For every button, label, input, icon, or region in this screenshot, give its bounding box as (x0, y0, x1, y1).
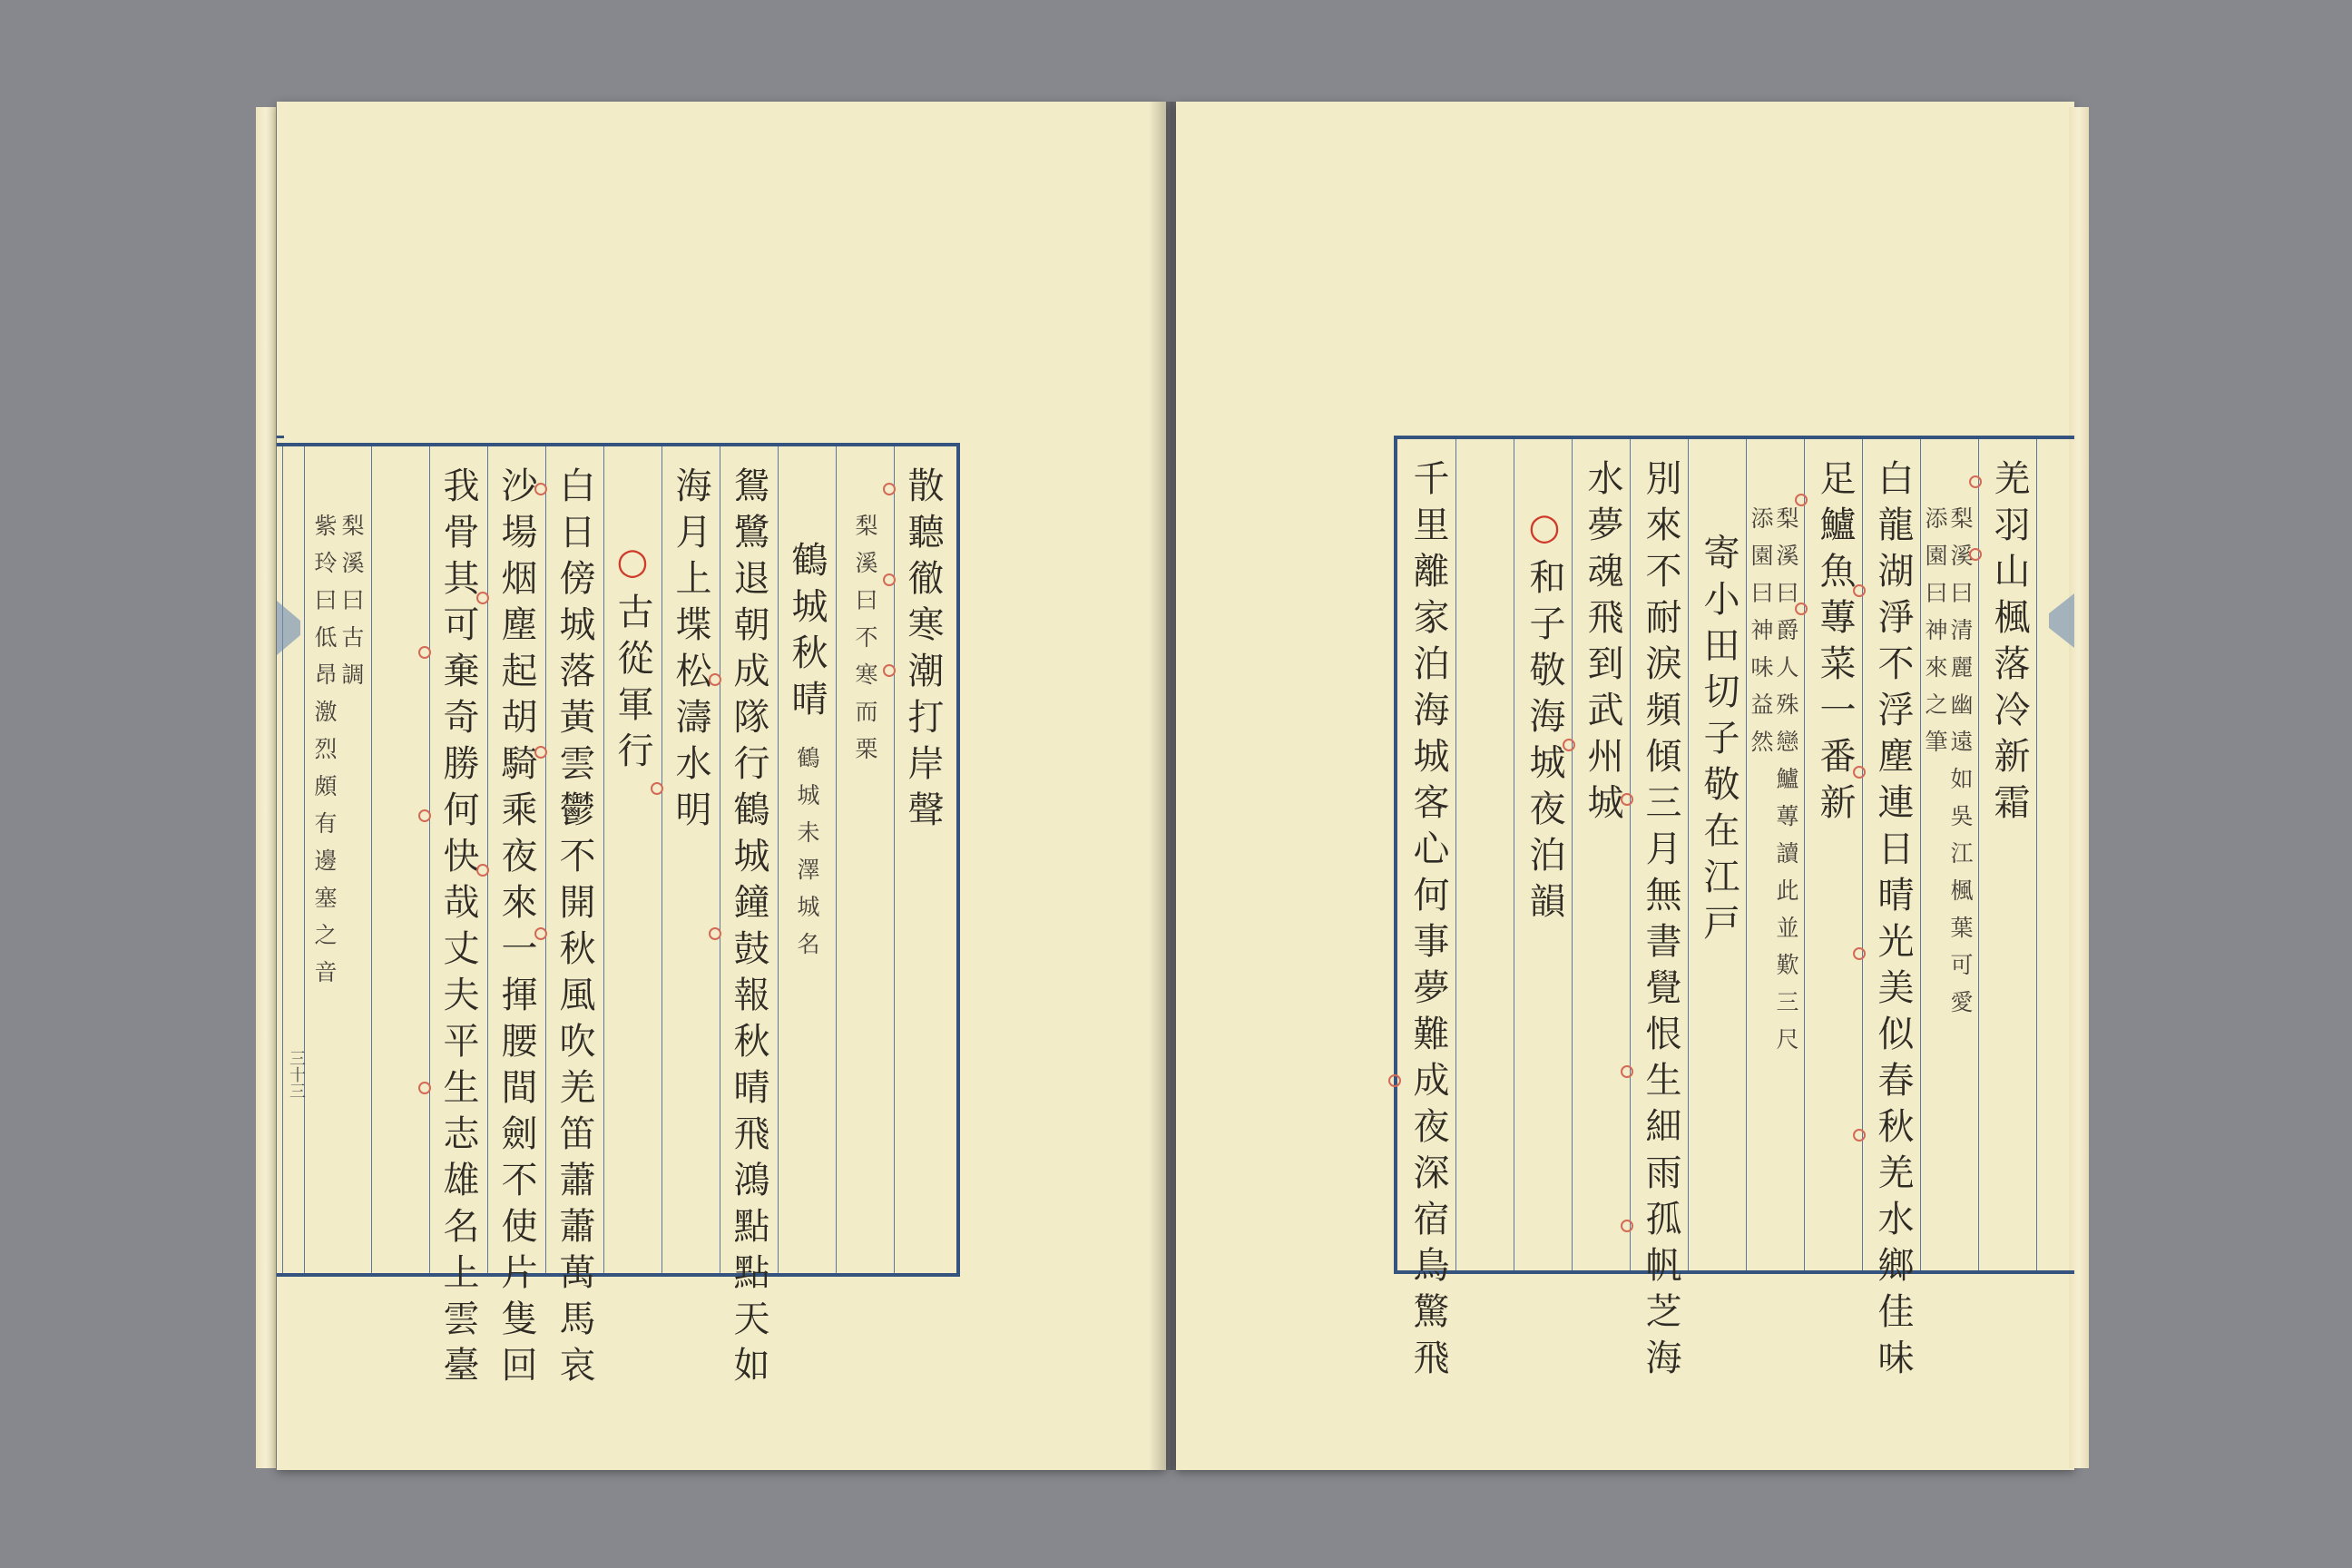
punctuation-dot (1621, 1220, 1633, 1232)
punctuation-dot (1853, 766, 1866, 779)
commentary-column: 梨溪曰不寒而栗 (852, 514, 878, 774)
punctuation-dot (1853, 584, 1866, 597)
right-outer-rule (2043, 436, 2074, 438)
left-text-frame (277, 443, 960, 1392)
punctuation-dot (1969, 548, 1982, 561)
punctuation-dot (1853, 1129, 1866, 1142)
punctuation-dot (418, 646, 431, 659)
punctuation-dot (709, 927, 721, 940)
text-column: 我骨其可棄奇勝何快哉丈夫平生志雄名上雲臺 (437, 466, 479, 1392)
circle-mark-icon: ○ (612, 541, 653, 593)
punctuation-dot (1853, 947, 1866, 960)
text-column: 鴛鷺退朝成隊行鶴城鐘鼓報秋晴飛鴻點點天如 (728, 466, 769, 1392)
text-column: 白龍湖淨不浮塵連日晴光美似春秋羌水鄉佳味 (1872, 459, 1914, 1385)
punctuation-dot (883, 573, 896, 586)
punctuation-dot (476, 592, 489, 604)
punctuation-dot (1969, 475, 1982, 488)
left-outer-rule (277, 436, 284, 438)
punctuation-dot (1388, 1074, 1401, 1087)
punctuation-dot (418, 809, 431, 822)
poem-title: 鶴城秋晴 (786, 541, 828, 726)
punctuation-dot (418, 1082, 431, 1094)
spine-shadow-left (1149, 102, 1171, 1470)
title-note: 鶴城未澤城名 (794, 746, 820, 969)
right-text-frame (1394, 436, 2074, 1385)
punctuation-dot (1563, 739, 1575, 751)
left-page-edge (256, 107, 276, 1468)
poem-title: 寄小田切子敬在江戸 (1698, 534, 1740, 950)
commentary-column: 梨溪曰清麗幽遠如吳江楓葉可愛 (1947, 506, 1974, 1027)
punctuation-dot (534, 927, 547, 940)
punctuation-dot (1621, 793, 1633, 806)
fishtail-mark (2038, 593, 2074, 648)
poem-title: ○和子敬海城夜泊韻 (1524, 506, 1565, 928)
text-column: 別來不耐淚頻傾三月無書覺恨生細雨孤帆芝海 (1640, 459, 1681, 1385)
text-column: 千里離家泊海城客心何事夢難成夜深宿鳥驚飛 (1407, 459, 1449, 1385)
text-column: 海月上堞松濤水明 (670, 466, 711, 837)
punctuation-dot (476, 864, 489, 877)
text-column: 散聽徹寒潮打岸聲 (902, 466, 944, 837)
fishtail-mark (277, 601, 304, 655)
punctuation-dot (1795, 603, 1808, 615)
commentary-column: 梨溪曰古調 (338, 514, 365, 700)
commentary-column: 添園曰神來之筆 (1922, 506, 1948, 767)
punctuation-dot (534, 746, 547, 759)
punctuation-dot (1621, 1065, 1633, 1078)
punctuation-dot (1795, 494, 1808, 506)
punctuation-dot (651, 782, 663, 795)
text-column: 白日傍城落黃雲鬱不開秋風吹羌笛蕭蕭萬馬哀 (554, 466, 595, 1392)
poem-title: ○古從軍行 (612, 541, 653, 778)
commentary-column: 添園曰神味益然 (1748, 506, 1774, 767)
punctuation-dot (534, 483, 547, 495)
punctuation-dot (709, 673, 721, 686)
text-column: 羌羽山楓落冷新霜 (1988, 459, 2030, 829)
text-column: 足鱸魚蓴菜一番新 (1814, 459, 1856, 829)
punctuation-dot (883, 664, 896, 677)
text-column: 沙場烟塵起胡騎乘夜來一揮腰間劍不使片隻回 (495, 466, 537, 1392)
commentary-column: 梨溪曰爵人殊戀鱸蓴讀此並歎三尺 (1773, 506, 1799, 1064)
page-number: 三十三 (287, 1050, 306, 1099)
circle-mark-icon: ○ (1524, 506, 1565, 558)
text-column: 水夢魂飛到武州城 (1582, 459, 1623, 829)
punctuation-dot (883, 483, 896, 495)
commentary-column: 紫玲曰低昂激烈頗有邊塞之音 (311, 514, 338, 997)
